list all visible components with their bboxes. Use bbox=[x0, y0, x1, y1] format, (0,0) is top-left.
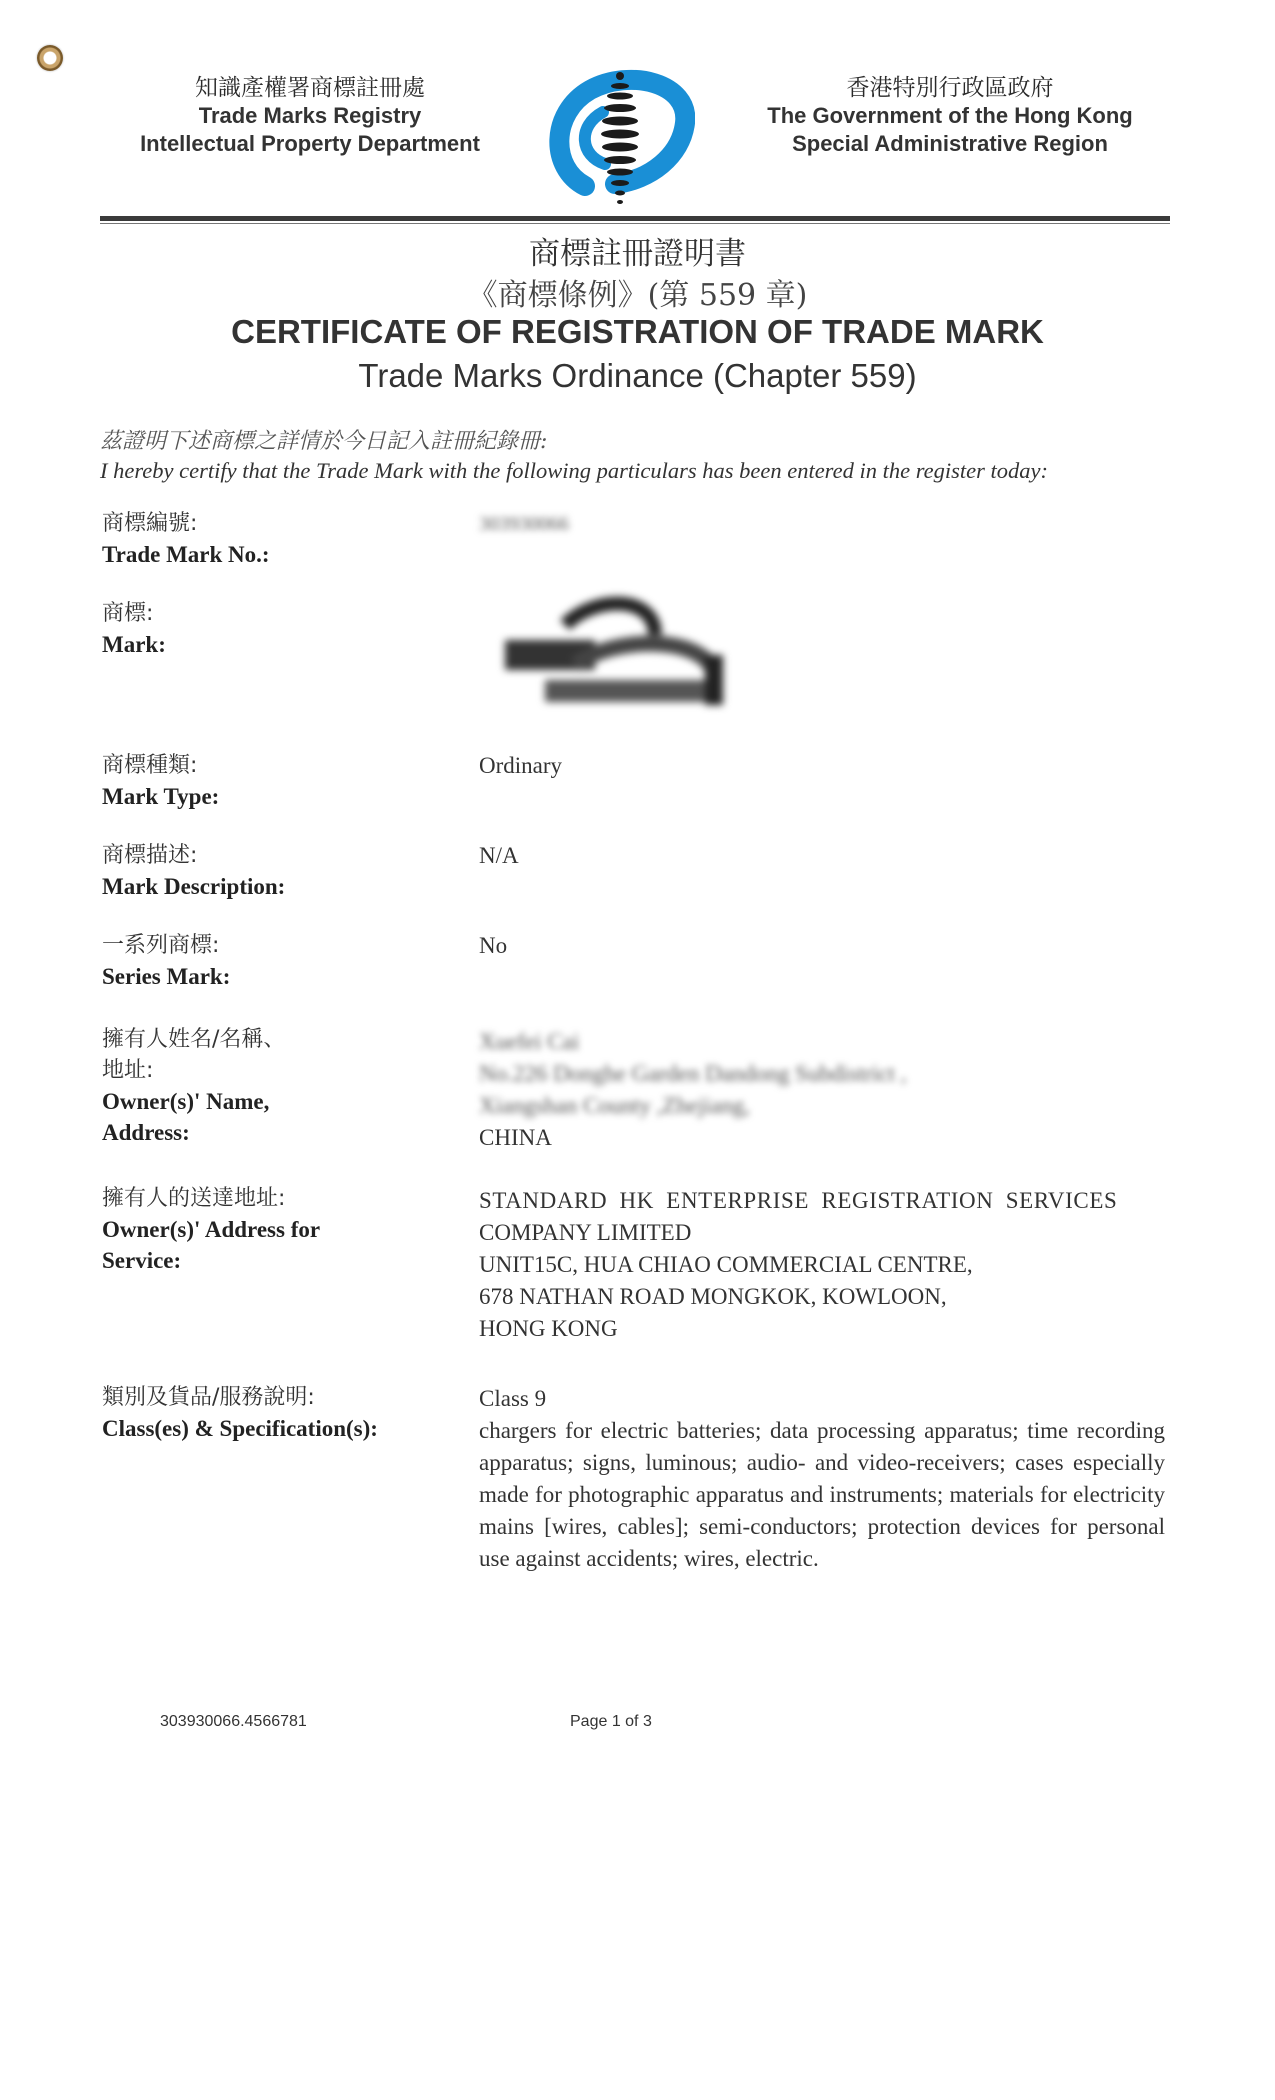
header-divider bbox=[100, 216, 1170, 221]
owner-country: CHINA bbox=[479, 1125, 552, 1150]
service-address-line-1: STANDARD HK ENTERPRISE REGISTRATION SERVICES bbox=[479, 1188, 1118, 1213]
ordinance-title-zh: 《商標條例》(第 559 章) bbox=[467, 278, 808, 313]
mark-description-value: N/A bbox=[479, 843, 519, 868]
classes-value bbox=[479, 1383, 1165, 1575]
hksar-government-logo-icon bbox=[545, 68, 695, 208]
owner-address-line-2: Xiangshan County ,Zhejiang, bbox=[479, 1093, 750, 1118]
mark-type-label: 商標種類: Mark Type: bbox=[102, 753, 220, 809]
series-mark-label: 一系列商標: Series Mark: bbox=[102, 933, 231, 989]
series-mark-value: No bbox=[479, 933, 508, 958]
header-divider-thin bbox=[100, 223, 1170, 224]
ordinance-title-en: Trade Marks Ordinance (Chapter 559) bbox=[358, 357, 917, 394]
owner-address-line-1: No.226 Donghe Garden Dandong Subdistrict , bbox=[479, 1061, 907, 1086]
redacted-mark-image bbox=[505, 595, 735, 725]
owner-name: Xuefei Cai bbox=[479, 1029, 580, 1054]
government-name-zh: 香港特別行政區政府 bbox=[846, 75, 1054, 101]
certification-statement-zh: 茲證明下述商標之詳情於今日記入註冊紀錄冊: bbox=[100, 429, 548, 454]
trade-mark-no-value: 303930066 bbox=[479, 513, 569, 535]
service-address-line-5: HONG KONG bbox=[479, 1316, 618, 1341]
service-address-line-3: UNIT15C, HUA CHIAO COMMERCIAL CENTRE, bbox=[479, 1252, 973, 1277]
document-id: 303930066.4566781 bbox=[160, 1713, 307, 1730]
service-address-line-4: 678 NATHAN ROAD MONGKOK, KOWLOON, bbox=[479, 1284, 947, 1309]
owner-value bbox=[479, 1026, 1165, 1154]
header-registry bbox=[110, 74, 510, 158]
trade-mark-no-label: 商標編號: Trade Mark No.: bbox=[102, 511, 270, 567]
service-address-value bbox=[479, 1185, 1165, 1345]
service-address-label: 擁有人的送達地址: Owner(s)' Address for Service: bbox=[102, 1186, 321, 1273]
government-name-en-1: The Government of the Hong Kong bbox=[767, 103, 1133, 128]
header-government bbox=[740, 74, 1160, 158]
class-number: Class 9 bbox=[479, 1386, 547, 1411]
punch-hole-icon bbox=[37, 45, 63, 71]
mark-type-value: Ordinary bbox=[479, 753, 563, 778]
mark-description-label: 商標描述: Mark Description: bbox=[102, 843, 286, 899]
certificate-title-zh: 商標註冊證明書 bbox=[529, 236, 746, 272]
mark-label: 商標: Mark: bbox=[102, 601, 166, 657]
class-specification: chargers for electric batteries; data processing apparatus; time recording apparatus; signs, luminous; audio- and video-receivers; cases especially made for photographic apparatus and instruments; materials for electricity mains [wires, cables]; semi-conductors; protection devices for personal use against accidents; wires, electric. bbox=[479, 1418, 1165, 1571]
owner-label: 擁有人姓名/名稱、 地址: Owner(s)' Name, Address: bbox=[102, 1027, 286, 1145]
service-address-line-2: COMPANY LIMITED bbox=[479, 1220, 692, 1245]
page-number: Page 1 of 3 bbox=[570, 1713, 652, 1730]
classes-label: 類別及貨品/服務說明: Class(es) & Specification(s): bbox=[102, 1385, 378, 1441]
government-name-en-2: Special Administrative Region bbox=[792, 131, 1108, 156]
registry-name-en: Trade Marks Registry bbox=[198, 103, 422, 128]
registry-name-zh: 知識產權署商標註冊處 bbox=[195, 75, 425, 101]
certification-statement-en: I hereby certify that the Trade Mark with the following particulars has been entered in the register today: bbox=[100, 458, 1048, 483]
certificate-title-en: CERTIFICATE OF REGISTRATION OF TRADE MARK bbox=[231, 313, 1044, 350]
department-name-en: Intellectual Property Department bbox=[140, 131, 480, 156]
